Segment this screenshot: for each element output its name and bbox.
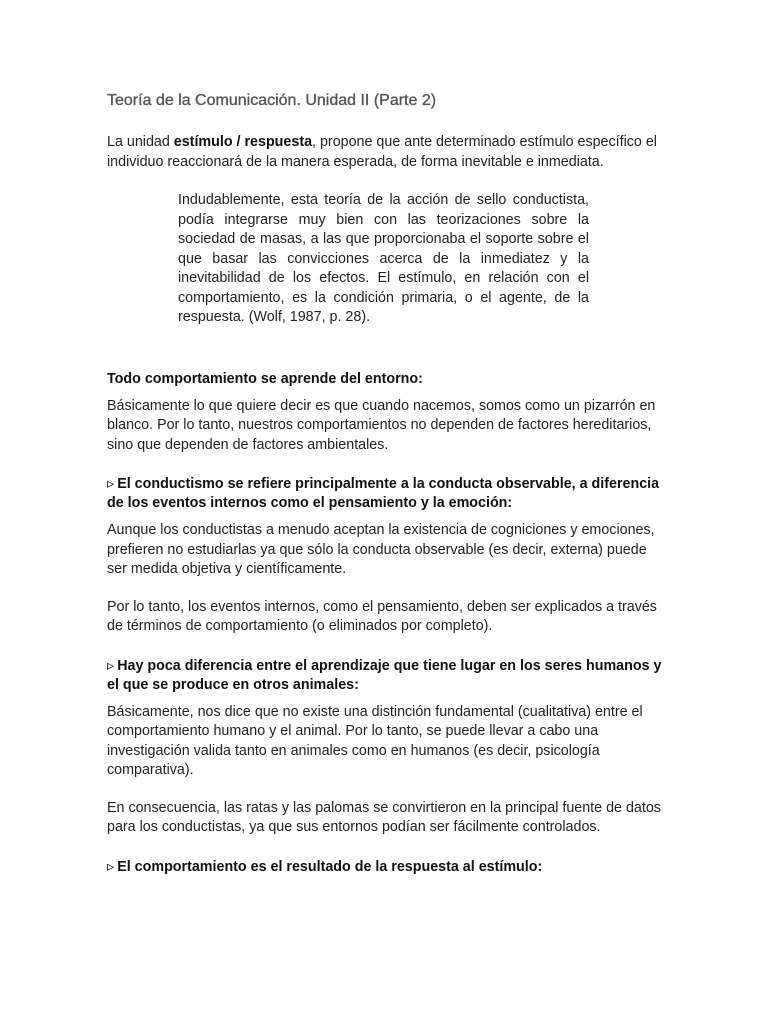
section-2-paragraph-2: Por lo tanto, los eventos internos, como el pensamiento, deben ser explicados a través de términos de comportamiento (o eliminados por completo). xyxy=(107,598,657,634)
section-heading-2-text: El conductismo se refiere principalmente a la conducta observable, a diferencia de los eventos internos como el pensamiento y la emoción: xyxy=(107,476,660,511)
intro-paragraph xyxy=(107,133,663,172)
section-heading-4 xyxy=(107,858,663,877)
intro-text-before: La unidad xyxy=(107,134,174,150)
document-page xyxy=(107,90,663,885)
section-heading-2 xyxy=(107,475,663,513)
section-heading-3 xyxy=(107,657,663,695)
section-heading-4-text: El comportamiento es el resultado de la respuesta al estímulo: xyxy=(117,858,543,875)
section-3-paragraph-2: En consecuencia, las ratas y las palomas se convirtieron en la principal fuente de datos para los conductistas, ya que sus entornos podían ser fácilmente controlados. xyxy=(107,799,661,835)
block-quote: Indudablemente, esta teoría de la acción de sello conductista, podía integrarse muy bien con las teorizaciones sobre la sociedad de masas, a las que proporcionaba el soporte sobre el que basar las convicciones acerca de la inmediatez y la inevitabilidad de los efectos. El estímulo, en relación con el comportamiento, es la condición primaria, o el agente, de la respuesta. (Wolf, 1987, p. 28). xyxy=(178,192,589,325)
triangle-marker-icon: ▹ xyxy=(107,657,115,674)
intro-bold-term: estímulo / respuesta xyxy=(173,134,313,150)
section-2-paragraph-1: Aunque los conductistas a menudo aceptan la existencia de cogniciones y emociones, prefieren no estudiarlas ya que sólo la conducta observable (es decir, externa) puede ser medida objetiva y científicamente. xyxy=(107,522,655,577)
section-1-paragraph-1: Básicamente lo que quiere decir es que cuando nacemos, somos como un pizarrón en blanco. Por lo tanto, nuestros comportamientos no dependen de factores hereditarios, sino que dependen de factores ambientales. xyxy=(107,397,656,453)
section-3-paragraph-1: Básicamente, nos dice que no existe una distinción fundamental (cualitativa) entre el comportamiento humano y el animal. Por lo tanto, se puede llevar a cabo una investigación valida tanto en animales como en humanos (es decir, psicología comparativa). xyxy=(107,703,643,778)
triangle-marker-icon: ▹ xyxy=(107,858,115,875)
intro-text-after: , propone que ante determinado estímulo específico el individuo reaccionará de la manera esperada, de forma inevitable e inmediata. xyxy=(107,134,657,170)
section-heading-1: Todo comportamiento se aprende del entorno: xyxy=(107,370,423,387)
section-heading-3-text: Hay poca diferencia entre el aprendizaje que tiene lugar en los seres humanos y el que se produce en otros animales: xyxy=(107,657,662,693)
document-title: Teoría de la Comunicación. Unidad II (Parte 2) xyxy=(107,92,437,109)
triangle-marker-icon: ▹ xyxy=(107,476,115,492)
